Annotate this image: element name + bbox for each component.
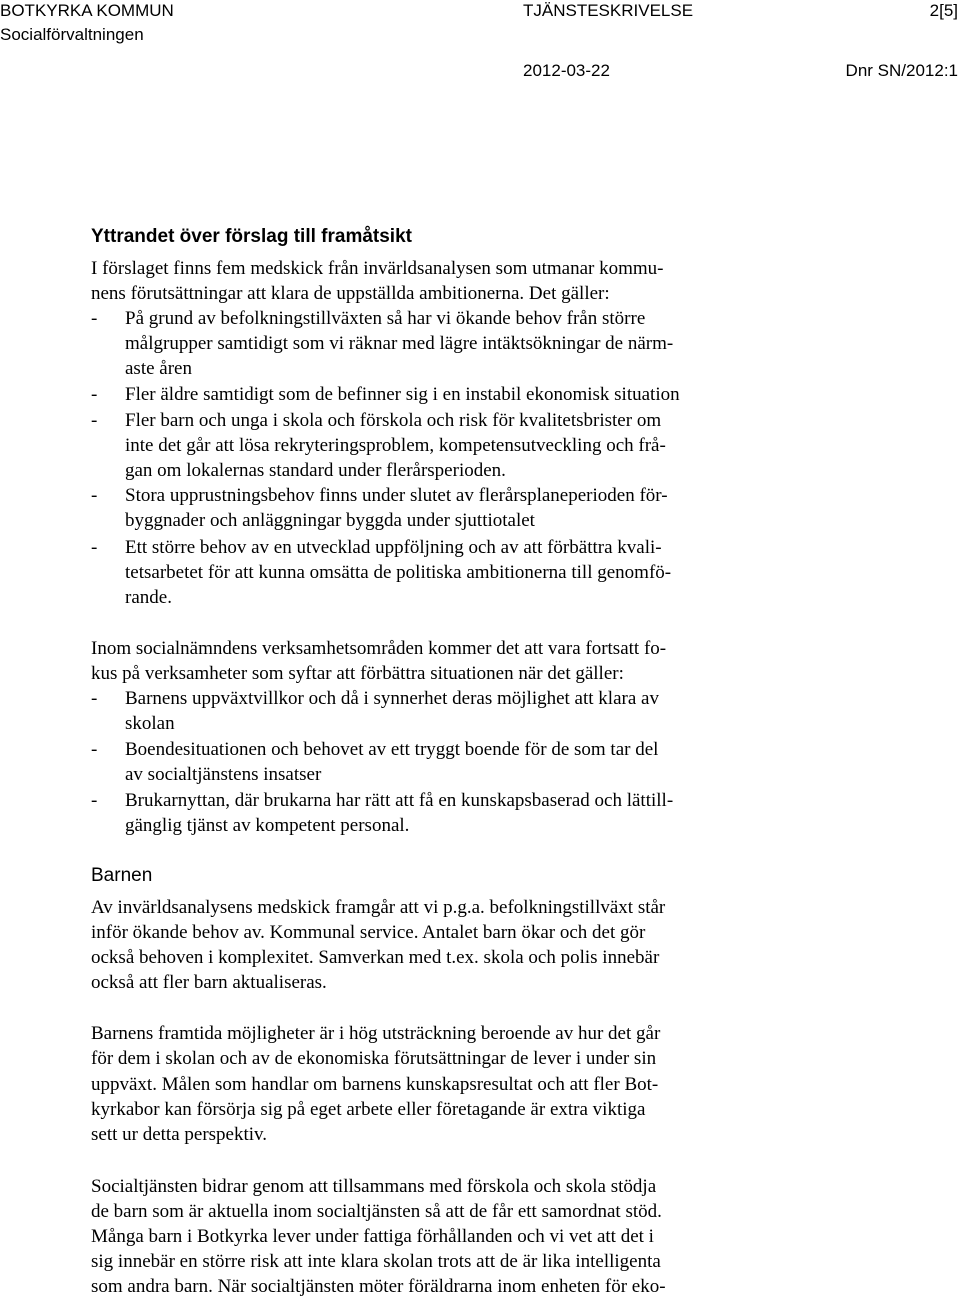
paragraph-line: som andra barn. När socialtjänsten möter föräldrarna inom enheten för eko- xyxy=(91,1276,666,1297)
paragraph-line: Många barn i Botkyrka lever under fattiga förhållanden och vi vet att det i xyxy=(91,1226,654,1247)
paragraph-line: I förslaget finns fem medskick från invärldsanalysen som utmanar kommu- xyxy=(91,258,664,279)
paragraph-line: Barnens framtida möjligheter är i hög utsträckning beroende av hur det går xyxy=(91,1023,661,1044)
section-heading: Yttrandet över förslag till framåtsikt xyxy=(91,226,412,247)
page-number: 2[5] xyxy=(929,1,958,20)
list-item-line: gänglig tjänst av kompetent personal. xyxy=(125,815,410,836)
list-item-line: På grund av befolkningstillväxten så har vi ökande behov från större xyxy=(125,308,646,329)
paragraph-line: Socialtjänsten bidrar genom att tillsammans med förskola och skola stödja xyxy=(91,1176,657,1197)
list-item-line: byggnader och anläggningar byggda under sjuttiotalet xyxy=(125,510,535,531)
list-item-line: Fler äldre samtidigt som de befinner sig i en instabil ekonomisk situation xyxy=(125,384,680,405)
list-item-line: aste åren xyxy=(125,358,192,379)
list-item-line: Barnens uppväxtvillkor och då i synnerhet deras möjlighet att klara av xyxy=(125,688,659,709)
department-name: Socialförvaltningen xyxy=(0,25,144,44)
list-dash: - xyxy=(91,537,98,558)
list-item-line: skolan xyxy=(125,713,175,734)
org-name: BOTKYRKA KOMMUN xyxy=(0,1,174,20)
subsection-heading: Barnen xyxy=(91,865,153,886)
list-item-line: gan om lokalernas standard under flerårsperioden. xyxy=(125,460,506,481)
paragraph-line: Inom socialnämndens verksamhetsområden kommer det att vara fortsatt fo- xyxy=(91,638,667,659)
list-item-line: inte det går att lösa rekryteringsproblem, kompetensutveckling och frå- xyxy=(125,435,666,456)
list-item-line: Stora upprustningsbehov finns under slutet av flerårsplaneperioden för- xyxy=(125,485,668,506)
document-date: 2012-03-22 xyxy=(523,61,610,80)
paragraph-line: sett ur detta perspektiv. xyxy=(91,1124,268,1145)
paragraph-line: de barn som är aktuella inom socialtjänsten så att de får ett samordnat stöd. xyxy=(91,1201,662,1222)
document-dnr: Dnr SN/2012:1 xyxy=(845,61,958,80)
list-dash: - xyxy=(91,384,98,405)
document-type: TJÄNSTESKRIVELSE xyxy=(523,1,694,20)
list-item-line: Fler barn och unga i skola och förskola och risk för kvalitetsbrister om xyxy=(125,410,662,431)
list-dash: - xyxy=(91,410,98,431)
paragraph-line: nens förutsättningar att klara de uppställda ambitionerna. Det gäller: xyxy=(91,283,610,304)
list-item-line: av socialtjänstens insatser xyxy=(125,764,322,785)
list-item-line: Brukarnyttan, där brukarna har rätt att få en kunskapsbaserad och lättill- xyxy=(125,790,674,811)
paragraph-line: också behoven i komplexitet. Samverkan med t.ex. skola och polis innebär xyxy=(91,947,660,968)
paragraph-line: sig innebär en större risk att inte klara skolan trots att de är lika intelligenta xyxy=(91,1251,661,1272)
paragraph-line: inför ökande behov av. Kommunal service. Antalet barn ökar och det gör xyxy=(91,922,646,943)
paragraph-line: uppväxt. Målen som handlar om barnens kunskapsresultat och att fler Bot- xyxy=(91,1074,659,1095)
list-item-line: målgrupper samtidigt som vi räknar med lägre intäktsökningar de närm- xyxy=(125,333,674,354)
paragraph-line: kus på verksamheter som syftar att förbättra situationen när det gäller: xyxy=(91,663,624,684)
list-dash: - xyxy=(91,790,98,811)
paragraph-line: kyrkabor kan försörja sig på eget arbete eller företagande är extra viktiga xyxy=(91,1099,646,1120)
list-item-line: rande. xyxy=(125,587,172,608)
paragraph-line: också att fler barn aktualiseras. xyxy=(91,972,327,993)
list-item-line: Ett större behov av en utvecklad uppföljning och av att förbättra kvali- xyxy=(125,537,662,558)
list-dash: - xyxy=(91,688,98,709)
paragraph-line: för dem i skolan och av de ekonomiska förutsättningar de lever i under sin xyxy=(91,1048,657,1069)
list-dash: - xyxy=(91,308,98,329)
list-dash: - xyxy=(91,485,98,506)
list-item-line: Boendesituationen och behovet av ett tryggt boende för de som tar del xyxy=(125,739,659,760)
list-dash: - xyxy=(91,739,98,760)
paragraph-line: Av invärldsanalysens medskick framgår att vi p.g.a. befolkningstillväxt står xyxy=(91,897,666,918)
list-item-line: tetsarbetet för att kunna omsätta de politiska ambitionerna till genomfö- xyxy=(125,562,672,583)
